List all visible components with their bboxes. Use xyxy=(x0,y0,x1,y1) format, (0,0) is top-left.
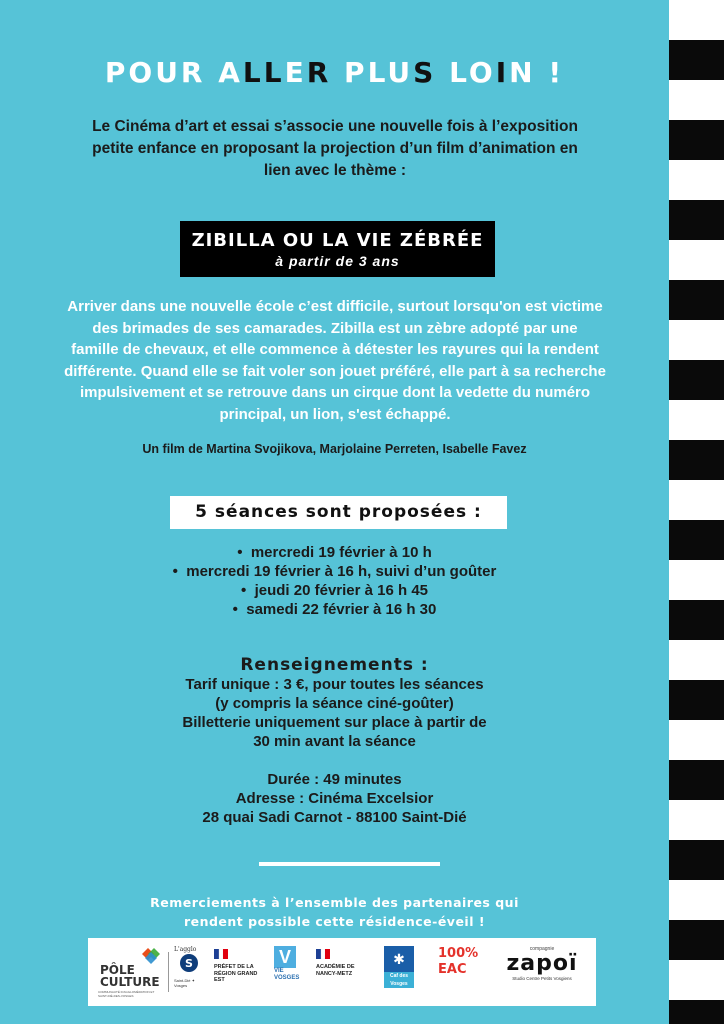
pole-culture-logo xyxy=(98,946,164,998)
sessions-heading: 5 séances sont proposées : xyxy=(170,496,507,529)
divider xyxy=(259,862,440,866)
intro-line: Le Cinéma d’art et essai s’associe une nouvelle fois à l’exposition xyxy=(92,118,578,135)
caf-logo xyxy=(384,946,418,998)
headline-part: PLU xyxy=(331,56,414,89)
pole-culture-text: PÔLE CULTURE xyxy=(100,963,160,989)
film-strip-stripe xyxy=(669,920,724,960)
info-duree: Durée : 49 minutes xyxy=(267,771,402,788)
agglo-subtext: Saint-Dié ✦ Vosges xyxy=(174,978,195,988)
thanks-text xyxy=(0,893,669,931)
eac-logo xyxy=(438,946,482,998)
page-headline xyxy=(0,56,669,89)
info-adresse-2: 28 quai Sadi Carnot - 88100 Saint-Dié xyxy=(202,809,467,826)
film-strip-border xyxy=(669,0,724,1024)
zapoi-small: compagnie xyxy=(529,946,555,952)
synopsis-line: des brimades de ses camarades. Zibilla est un zèbre adopté par une xyxy=(92,319,578,337)
film-strip-stripe xyxy=(669,680,724,720)
info-billetterie: Billetterie uniquement sur place à partir de xyxy=(182,714,487,731)
film-age: à partir de 3 ans xyxy=(275,253,400,269)
headline-part: LL xyxy=(242,56,285,89)
headline-part: A xyxy=(218,56,243,89)
film-strip-stripe xyxy=(669,40,724,80)
thanks-line: Remerciements à l’ensemble des partenaires qui xyxy=(150,895,519,910)
headline-part: LO xyxy=(436,56,496,89)
synopsis xyxy=(30,296,640,426)
session-item: • mercredi 19 février à 16 h, suivi d’un goûter xyxy=(0,562,669,581)
headline-part: R xyxy=(306,56,332,89)
film-strip-stripe xyxy=(669,760,724,800)
academie-logo xyxy=(316,946,372,998)
sessions-list xyxy=(0,543,669,619)
film-strip-stripe xyxy=(669,200,724,240)
svg-text:S: S xyxy=(185,957,193,970)
film-strip-stripe xyxy=(669,1000,724,1024)
film-title: ZIBILLA OU LA VIE ZÉBRÉE xyxy=(191,230,484,251)
zapoi-subtext: Studio Centre Petits Vosgiens xyxy=(512,976,572,981)
academie-text: ACADÉMIE DE NANCY-METZ xyxy=(316,964,355,977)
film-credit: Un film de Martina Svojikova, Marjolaine Perreten, Isabelle Favez xyxy=(142,442,527,456)
prefet-logo xyxy=(214,946,266,998)
headline-part: N ! xyxy=(509,56,565,89)
marianne-flag-icon xyxy=(214,949,228,959)
logo-separator xyxy=(168,952,169,992)
film-strip-stripe xyxy=(669,600,724,640)
synopsis-line: famille de chevaux, et elle commence à détester les rayures qui la rendent xyxy=(71,341,599,359)
film-title-box xyxy=(180,221,495,277)
info-section xyxy=(0,656,669,827)
zapoi-logo xyxy=(496,946,588,998)
partner-logos xyxy=(88,938,596,1006)
caf-text: Caf des Vosges xyxy=(384,972,414,988)
film-strip-stripe xyxy=(669,840,724,880)
session-item: • jeudi 20 février à 16 h 45 xyxy=(0,581,669,600)
agglo-mark xyxy=(177,953,201,973)
prefet-text: PRÉFET DE LA RÉGION GRAND EST xyxy=(214,964,258,983)
spacer xyxy=(0,751,669,770)
synopsis-line: principal, un lion, s'est échappé. xyxy=(219,405,451,423)
thanks-line: rendent possible cette résidence-éveil ! xyxy=(183,914,486,929)
pole-culture-subtext: COMMUNAUTÉ D'AGGLOMÉRATION ET SAINT-DIÉ-DES-VOSGES xyxy=(98,990,155,998)
headline-part: I xyxy=(495,56,510,89)
headline-part: S xyxy=(413,56,437,89)
film-strip-stripe xyxy=(669,360,724,400)
eac-text: 100% EAC xyxy=(438,946,479,977)
marianne-flag-icon xyxy=(316,949,330,959)
caf-star-icon: ✱ xyxy=(384,946,414,972)
film-strip-stripe xyxy=(669,440,724,480)
agglo-text: L'agglo xyxy=(174,946,197,953)
film-strip-stripe xyxy=(669,120,724,160)
info-adresse: Adresse : Cinéma Excelsior xyxy=(235,790,434,807)
synopsis-line: différente. Quand elle se fait voler son jouet préféré, elle part à sa recherche xyxy=(64,362,606,380)
session-item: • samedi 22 février à 16 h 30 xyxy=(0,600,669,619)
synopsis-line: impulsivement et se retrouve dans un cirque dont la vedette du numéro xyxy=(79,384,591,402)
info-billetterie-2: 30 min avant la séance xyxy=(253,733,416,750)
film-strip-stripe xyxy=(669,280,724,320)
headline-part: E xyxy=(284,56,307,89)
info-tarif-note: (y compris la séance ciné-goûter) xyxy=(215,695,454,712)
vie-vosges-text: VIE VOSGES xyxy=(274,968,300,981)
vie-v-icon: V xyxy=(274,946,296,968)
zapoi-text: zapoï xyxy=(506,951,578,976)
headline-part: POUR xyxy=(104,56,219,89)
info-heading: Renseignements : xyxy=(240,655,429,675)
intro-line: lien avec le thème : xyxy=(263,162,407,179)
info-tarif: Tarif unique : 3 €, pour toutes les séances xyxy=(185,676,484,693)
film-strip-stripe xyxy=(669,520,724,560)
agglo-logo xyxy=(174,946,206,998)
vie-vosges-logo xyxy=(274,946,300,998)
synopsis-line: Arriver dans une nouvelle école c’est difficile, surtout lorsqu'on est victime xyxy=(67,298,603,315)
session-item: • mercredi 19 février à 10 h xyxy=(0,543,669,562)
intro-paragraph xyxy=(40,116,630,182)
intro-line: petite enfance en proposant la projection d’un film d’animation en xyxy=(92,140,578,157)
